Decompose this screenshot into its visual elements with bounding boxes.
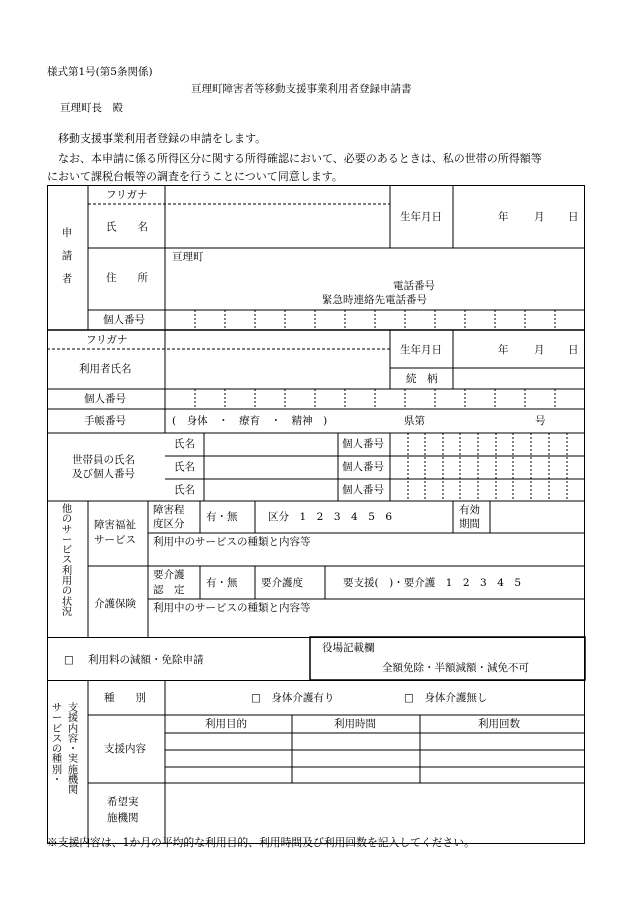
footnote: ※支援内容は、1か月の平均的な利用目的、利用時間及び利用回数を記入してください。 (47, 836, 475, 849)
handbook-go: 号 (535, 415, 546, 427)
user-day-label: 日 (568, 344, 579, 356)
user-furigana-label: フリガナ (86, 334, 128, 346)
service-type-section-label-b: 支 援 内 容 ・ 実 施 機 関 (67, 702, 79, 797)
household-mynumber-label-3: 個人番号 (342, 484, 384, 496)
welfare-label-1: 障害福祉 (94, 519, 136, 531)
preferred-org-label-1: 希望実 (107, 796, 139, 808)
household-label-2: 及び個人番号 (72, 468, 135, 480)
household-name-label-2: 氏名 (174, 461, 195, 473)
user-relation-label: 続 柄 (406, 373, 438, 385)
service-type-label: 種 別 (104, 692, 146, 704)
applicant-name-label: 氏 名 (106, 221, 148, 233)
household-name-label-1: 氏名 (174, 438, 195, 450)
care-need-label-1: 要介護 (153, 569, 185, 581)
valid-period-label-2: 期間 (459, 518, 480, 530)
support-content-label: 支援内容 (104, 743, 146, 755)
intro-line-3: において課税台帳等の調査を行うことについて同意します。 (47, 170, 343, 183)
disability-level-label-2: 度区分 (153, 518, 185, 530)
handbook-types: ( 身体 ・ 療育 ・ 精神 ) (172, 415, 328, 427)
fee-reduction-label: 利用料の減額・免除申請 (88, 654, 204, 666)
applicant-phone-label: 電話番号 (393, 280, 435, 292)
handbook-prefecture: 県第 (404, 415, 425, 427)
disability-category: 区分 1 2 3 4 5 6 (268, 511, 393, 523)
column-time: 利用時間 (334, 718, 376, 730)
care-need-label-2: 認 定 (153, 584, 185, 596)
handbook-label: 手帳番号 (84, 415, 126, 427)
applicant-day-label: 日 (568, 211, 579, 223)
fee-checkbox[interactable]: □ (64, 654, 74, 666)
user-birth-label: 生年月日 (400, 344, 442, 356)
welfare-label-2: サービス (94, 534, 136, 546)
addressee: 亘理町長 殿 (60, 102, 123, 114)
intro-line-1: 移動支援事業利用者登録の申請をします。 (58, 132, 267, 145)
disability-level-label-1: 障害程 (153, 504, 185, 516)
household-label-1: 世帯員の氏名 (72, 454, 135, 466)
applicant-furigana-label: フリガナ (106, 189, 148, 201)
preferred-org-label-2: 施機関 (107, 812, 139, 824)
applicant-section-label: 申 請 者 (61, 227, 73, 285)
disability-yesno: 有・無 (206, 511, 238, 523)
user-year-label: 年 (498, 344, 509, 356)
care-usage-desc: 利用中のサービスの種類と内容等 (153, 602, 311, 614)
applicant-address-label: 住 所 (106, 272, 148, 284)
welfare-usage-desc: 利用中のサービスの種類と内容等 (153, 536, 311, 548)
applicant-town: 亘理町 (172, 251, 204, 263)
applicant-mynumber-label: 個人番号 (103, 314, 145, 326)
household-mynumber-label-2: 個人番号 (342, 461, 384, 473)
office-use-label: 役場記載欄 (322, 642, 375, 654)
care-level-scale: 要支援( )・要介護 1 2 3 4 5 (343, 577, 522, 589)
care-level-label: 要介護度 (261, 577, 303, 589)
form-title: 亘理町障害者等移動支援事業利用者登録申請書 (191, 83, 412, 95)
valid-period-label-1: 有効 (459, 504, 480, 516)
user-name-label: 利用者氏名 (79, 363, 132, 375)
applicant-emergency-label: 緊急時連絡先電話番号 (322, 294, 427, 306)
household-mynumber-label-1: 個人番号 (342, 438, 384, 450)
form-number: 様式第1号(第5条関係) (47, 66, 153, 78)
column-purpose: 利用目的 (205, 718, 247, 730)
household-name-label-3: 氏名 (174, 484, 195, 496)
intro-line-2: なお、本申請に係る所得区分に関する所得確認において、必要のあるときは、私の世帯の所得額等 (58, 152, 542, 165)
column-count: 利用回数 (478, 718, 520, 730)
other-services-section-label: 他 の サ ー ビ ス 利 用 の 状 況 (61, 503, 73, 618)
applicant-birth-label: 生年月日 (400, 211, 442, 223)
applicant-month-label: 月 (534, 211, 545, 223)
care-yesno: 有・無 (206, 577, 238, 589)
service-type-section-label-a: サ ー ビ ス の 種 別 ・ (51, 702, 63, 787)
user-month-label: 月 (534, 344, 545, 356)
care-insurance-label: 介護保険 (94, 598, 136, 610)
user-mynumber-label: 個人番号 (84, 393, 126, 405)
applicant-year-label: 年 (498, 211, 509, 223)
without-physical-care-option[interactable]: □ 身体介護無し (404, 692, 488, 704)
with-physical-care-option[interactable]: □ 身体介護有り (251, 692, 335, 704)
office-use-options: 全額免除・半額減額・減免不可 (382, 662, 529, 674)
